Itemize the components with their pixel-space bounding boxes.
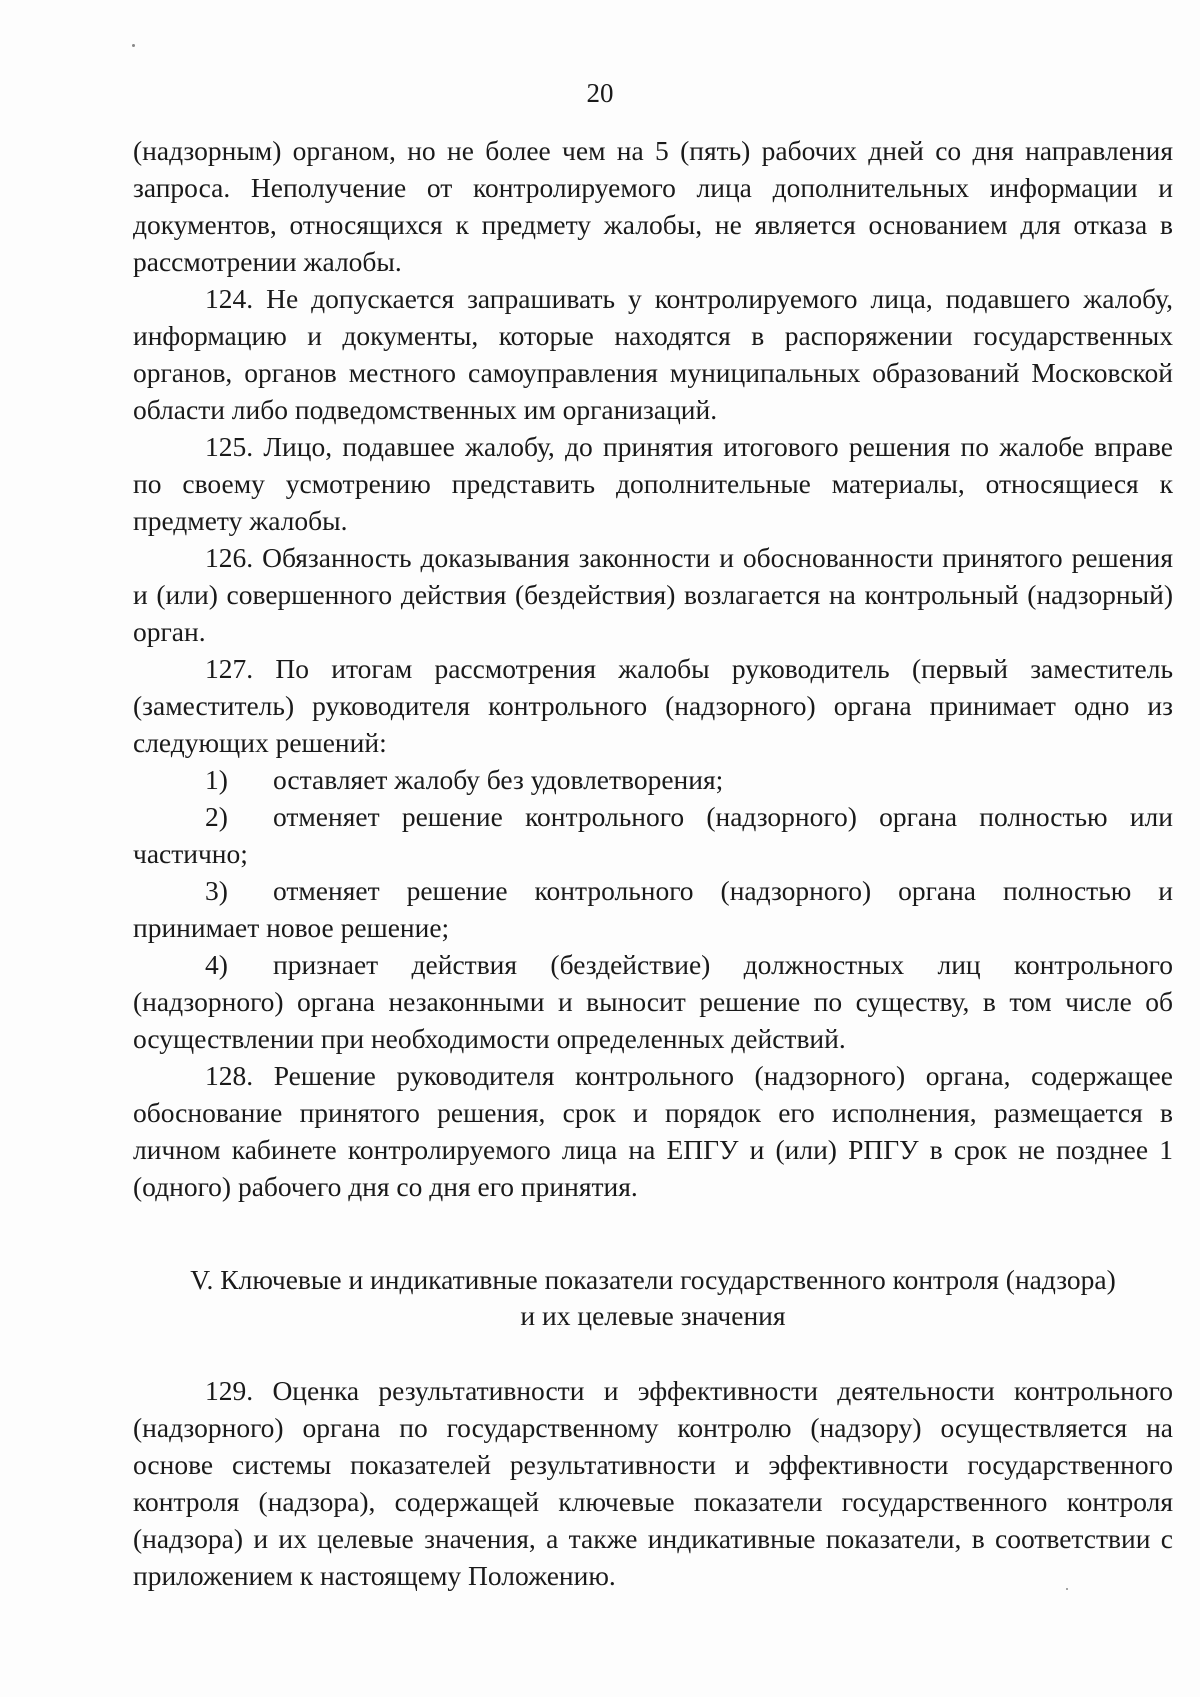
list-item-text: признает действия (бездействие) должностных лиц контрольного (надзорного) органа незаконными и выносит решение по существу, в том числе об осуществлении при необходимости определенных действий. [133, 949, 1173, 1054]
main-text-block [133, 132, 1173, 1205]
list-item-text: отменяет решение контрольного (надзорного) органа полностью и принимает новое решение; [133, 875, 1173, 943]
list-item-text: отменяет решение контрольного (надзорного) органа полностью или частично; [133, 801, 1173, 869]
list-item-number: 3) [205, 875, 228, 906]
section-text-block [133, 1372, 1173, 1594]
paragraph-129: 129. Оценка результативности и эффективности деятельности контрольного (надзорного) органа по государственному контролю (надзору) осуществляется на основе системы показателей результативности и эффективности государственного контроля (надзора), содержащей ключевые показатели государственного контроля (надзора) и их целевые значения, а также индикативные показатели, в соответствии с приложением к настоящему Положению. [133, 1375, 1173, 1591]
paragraph-continued: (надзорным) органом, но не более чем на 5 (пять) рабочих дней со дня направления запроса. Неполучение от контролируемого лица дополнительных информации и документов, относящихся к предмету жалобы, не является основанием для отказа в рассмотрении жалобы. [133, 135, 1173, 277]
list-item [133, 761, 1173, 798]
page-number: 20 [586, 78, 614, 108]
list-item-number: 4) [205, 949, 228, 980]
section-heading-line-2: и их целевые значения [520, 1300, 786, 1331]
paragraph-124: 124. Не допускается запрашивать у контролируемого лица, подавшего жалобу, информацию и документы, которые находятся в распоряжении государственных органов, органов местного самоуправления муниципальных образований Московской области либо подведомственных им организаций. [133, 283, 1173, 425]
list-item [133, 872, 1173, 946]
list-item-text: оставляет жалобу без удовлетворения; [273, 764, 724, 795]
paragraph-125: 125. Лицо, подавшее жалобу, до принятия итогового решения по жалобе вправе по своему усмотрению представить дополнительные материалы, относящиеся к предмету жалобы. [133, 431, 1173, 536]
scan-speck [132, 44, 135, 47]
paragraph-128: 128. Решение руководителя контрольного (надзорного) органа, содержащее обоснование принятого решения, срок и порядок его исполнения, размещается в личном кабинете контролируемого лица на ЕПГУ и (или) РПГУ в срок не позднее 1 (одного) рабочего дня со дня его принятия. [133, 1060, 1173, 1202]
decisions-list [133, 761, 1173, 1057]
section-heading-line-1: V. Ключевые и индикативные показатели государственного контроля (надзора) [190, 1264, 1116, 1295]
paragraph-127: 127. По итогам рассмотрения жалобы руководитель (первый заместитель (заместитель) руководителя контрольного (надзорного) органа принимает одно из следующих решений: [133, 653, 1173, 758]
list-item [133, 798, 1173, 872]
section-heading [133, 1262, 1173, 1334]
list-item-number: 2) [205, 801, 228, 832]
list-item [133, 946, 1173, 1057]
list-item-number: 1) [205, 764, 228, 795]
paragraph-126: 126. Обязанность доказывания законности и обоснованности принятого решения и (или) совершенного действия (бездействия) возлагается на контрольный (надзорный) орган. [133, 542, 1173, 647]
scan-speck [1066, 1588, 1068, 1590]
